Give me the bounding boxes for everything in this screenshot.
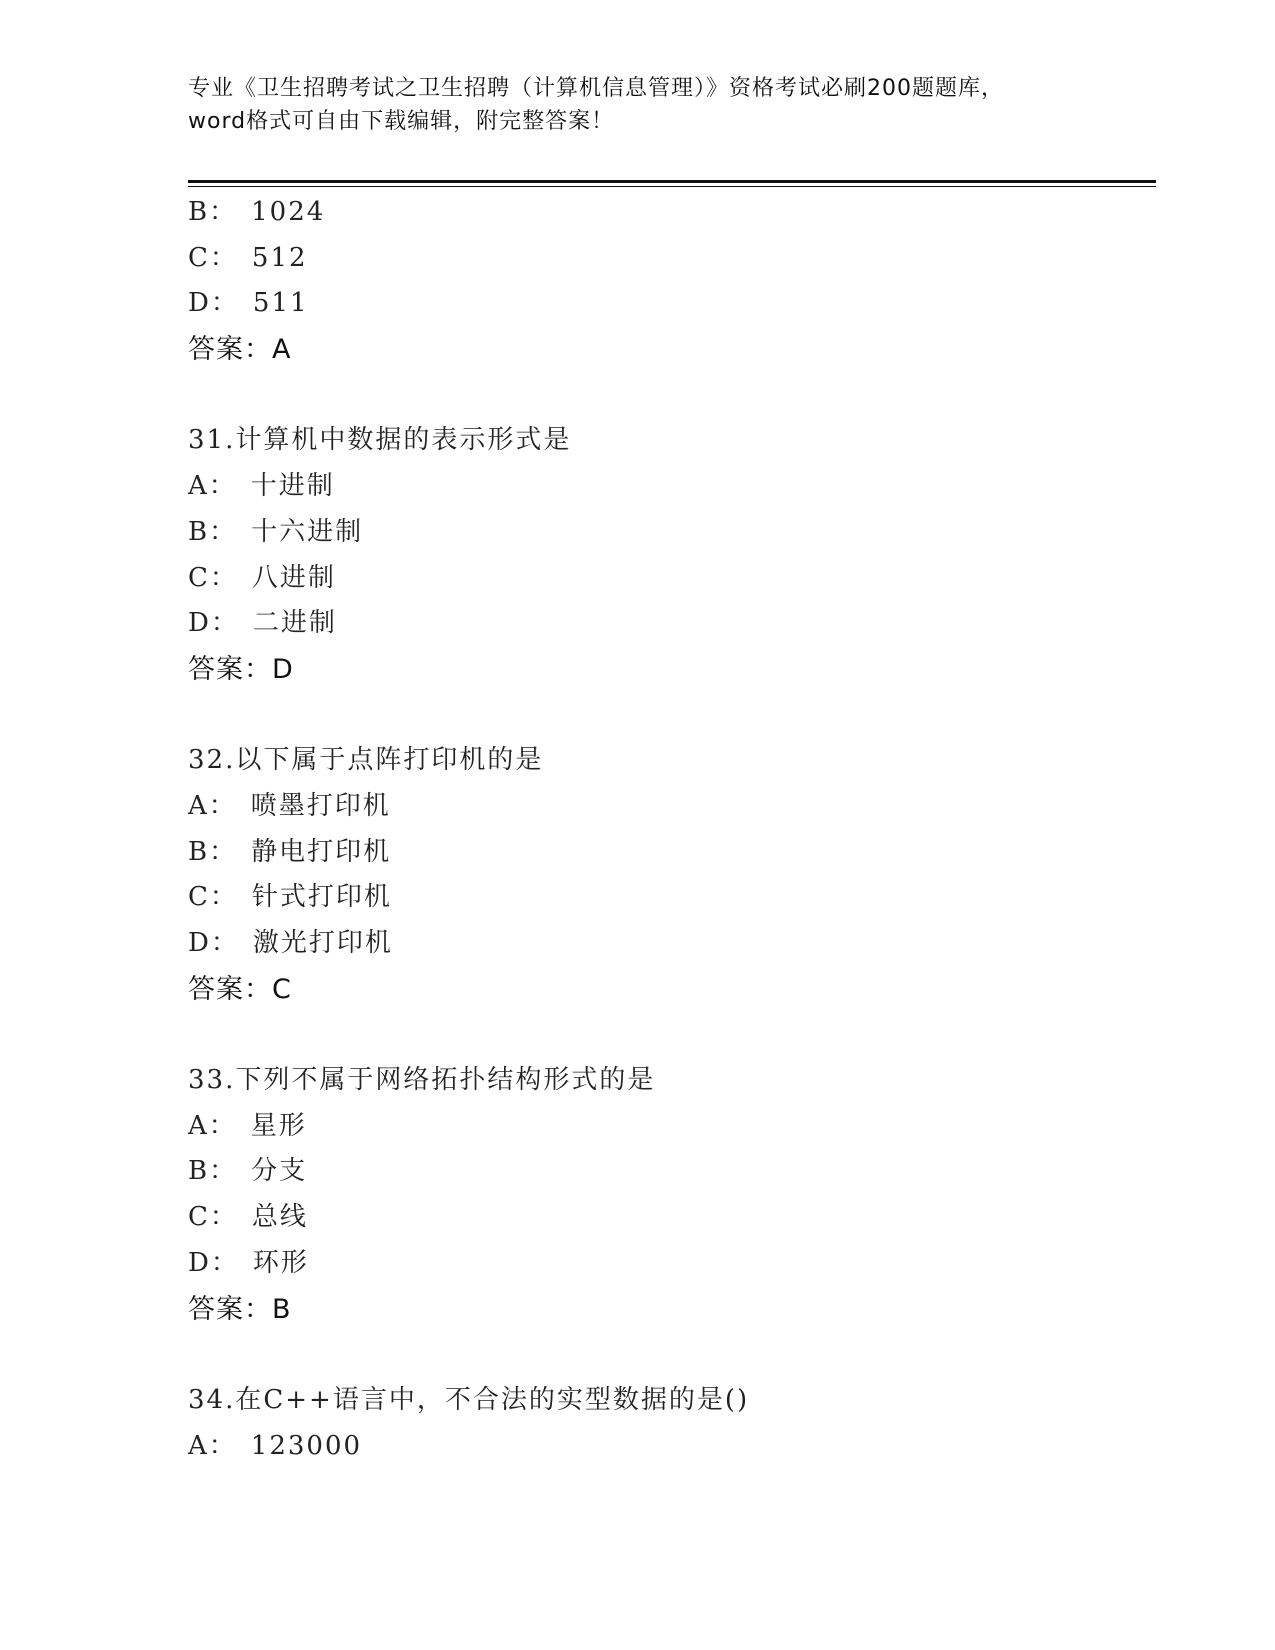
answer: 答案：A (188, 334, 292, 366)
header-line-1: 专业《卫生招聘考试之卫生招聘（计算机信息管理）》资格考试必刷200题题库， (188, 76, 1004, 101)
option-d: D： 511 (188, 288, 309, 319)
question-stem: 33.下列不属于网络拓扑结构形式的是 (188, 1065, 656, 1096)
document-header (188, 72, 1088, 138)
question-stem: 32.以下属于点阵打印机的是 (188, 745, 544, 776)
question-34 (188, 1378, 1148, 1469)
answer: 答案：B (188, 1293, 292, 1325)
option-a: A： 十进制 (188, 471, 335, 502)
option-c: C： 512 (188, 242, 308, 273)
question-stem: 34.在C++语言中，不合法的实型数据的是() (188, 1384, 750, 1415)
option-a: A： 123000 (188, 1430, 363, 1461)
option-c: C： 八进制 (188, 562, 336, 593)
option-b: B： 分支 (188, 1156, 308, 1187)
question-list (188, 190, 1148, 1469)
option-d: D： 环形 (188, 1247, 309, 1278)
question-stem: 31.计算机中数据的表示形式是 (188, 425, 572, 456)
header-line-2: word格式可自由下载编辑，附完整答案！ (188, 109, 615, 134)
option-d: D： 二进制 (188, 608, 337, 639)
question-33 (188, 1058, 1148, 1332)
header-divider-thin (188, 186, 1156, 187)
option-b: B： 十六进制 (188, 516, 364, 547)
option-c: C： 针式打印机 (188, 882, 392, 913)
question-partial (188, 190, 1148, 373)
header-divider-thick (188, 180, 1156, 183)
option-b: B： 1024 (188, 197, 326, 227)
option-a: A： 星形 (188, 1110, 307, 1141)
option-a: A： 喷墨打印机 (188, 790, 391, 821)
question-31 (188, 418, 1148, 692)
answer: 答案：D (188, 653, 294, 685)
option-b: B： 静电打印机 (188, 836, 392, 867)
answer: 答案：C (188, 973, 292, 1005)
option-d: D： 激光打印机 (188, 928, 393, 958)
question-32 (188, 738, 1148, 1012)
option-c: C： 总线 (188, 1202, 308, 1233)
